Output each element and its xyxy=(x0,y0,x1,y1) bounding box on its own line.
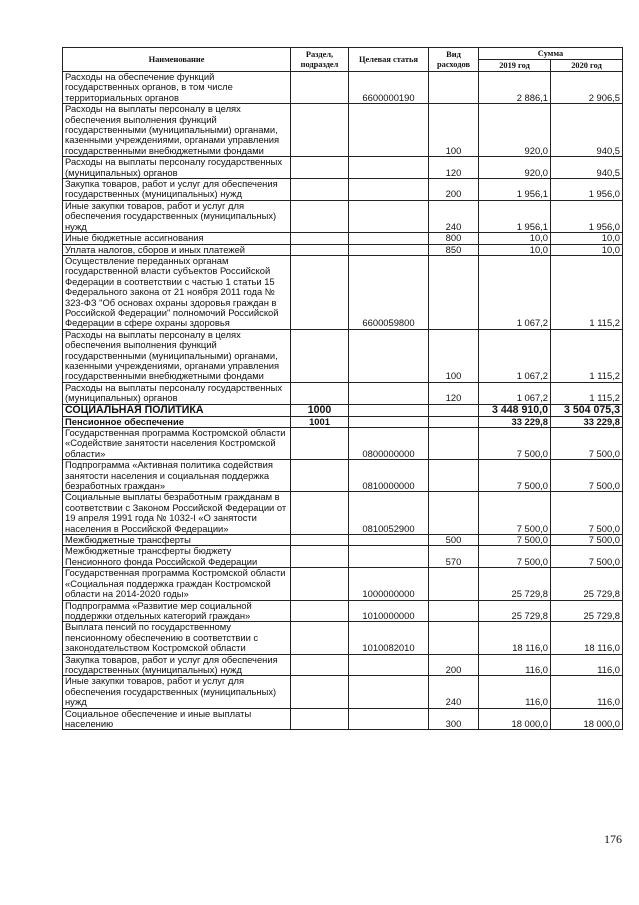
row-section xyxy=(291,460,349,492)
row-type: 570 xyxy=(429,546,479,568)
row-value-2019: 1 067,2 xyxy=(479,329,551,382)
row-type xyxy=(429,568,479,600)
row-value-2019: 920,0 xyxy=(479,157,551,179)
table-row xyxy=(63,233,623,244)
row-value-2020: 7 500,0 xyxy=(551,428,623,460)
row-type: 500 xyxy=(429,535,479,546)
row-type: 100 xyxy=(429,104,479,157)
table-row xyxy=(63,157,623,179)
table-row xyxy=(63,255,623,329)
row-section xyxy=(291,568,349,600)
row-value-2020: 18 000,0 xyxy=(551,708,623,730)
row-value-2019: 10,0 xyxy=(479,233,551,244)
row-name: Расходы на выплаты персоналу государственных (муниципальных) органов xyxy=(63,382,291,404)
row-value-2020: 33 229,8 xyxy=(551,416,623,427)
row-value-2020: 3 504 075,3 xyxy=(551,404,623,416)
row-type xyxy=(429,600,479,622)
row-section xyxy=(291,600,349,622)
row-target: 0810052900 xyxy=(349,492,429,535)
row-name: Выплата пенсий по государственному пенсионному обеспечению в соответствии с законодательством Костромской области xyxy=(63,622,291,654)
row-type: 100 xyxy=(429,329,479,382)
row-section xyxy=(291,492,349,535)
row-type xyxy=(429,460,479,492)
row-name: Межбюджетные трансферты бюджету Пенсионного фонда Российской Федерации xyxy=(63,546,291,568)
row-target xyxy=(349,329,429,382)
budget-table xyxy=(62,47,623,730)
table-row xyxy=(63,244,623,255)
row-name: Государственная программа Костромской области «Содействие занятости населения Костромской области» xyxy=(63,428,291,460)
row-name: Подпрограмма «Развитие мер социальной поддержки отдельных категорий граждан» xyxy=(63,600,291,622)
row-value-2020: 1 956,0 xyxy=(551,200,623,232)
table-row xyxy=(63,654,623,676)
row-section xyxy=(291,104,349,157)
row-value-2019: 7 500,0 xyxy=(479,460,551,492)
row-name: Подпрограмма «Активная политика содействия занятости населения и социальная поддержка безработных граждан» xyxy=(63,460,291,492)
row-value-2019: 10,0 xyxy=(479,244,551,255)
table-row xyxy=(63,600,623,622)
table-row xyxy=(63,416,623,427)
row-target: 1010082010 xyxy=(349,622,429,654)
header-year-2019: 2019 год xyxy=(479,60,551,72)
row-value-2020: 1 115,2 xyxy=(551,329,623,382)
row-name: Закупка товаров, работ и услуг для обеспечения государственных (муниципальных) нужд xyxy=(63,654,291,676)
table-row xyxy=(63,492,623,535)
row-value-2019: 920,0 xyxy=(479,104,551,157)
row-value-2020: 25 729,8 xyxy=(551,568,623,600)
row-section xyxy=(291,654,349,676)
row-section xyxy=(291,157,349,179)
row-name: Иные закупки товаров, работ и услуг для обеспечения государственных (муниципальных) нужд xyxy=(63,676,291,708)
row-target xyxy=(349,416,429,427)
row-section xyxy=(291,676,349,708)
row-value-2019: 7 500,0 xyxy=(479,546,551,568)
row-type: 240 xyxy=(429,200,479,232)
row-value-2019: 116,0 xyxy=(479,676,551,708)
row-target: 1010000000 xyxy=(349,600,429,622)
row-value-2019: 18 000,0 xyxy=(479,708,551,730)
row-value-2020: 18 116,0 xyxy=(551,622,623,654)
row-name: Иные бюджетные ассигнования xyxy=(63,233,291,244)
row-value-2020: 10,0 xyxy=(551,233,623,244)
table-row xyxy=(63,622,623,654)
row-target: 0800000000 xyxy=(349,428,429,460)
row-target xyxy=(349,157,429,179)
row-section xyxy=(291,200,349,232)
row-value-2019: 1 067,2 xyxy=(479,255,551,329)
row-target xyxy=(349,404,429,416)
row-value-2019: 1 067,2 xyxy=(479,382,551,404)
row-type xyxy=(429,428,479,460)
row-name: Расходы на выплаты персоналу в целях обеспечения выполнения функций государственными (муниципальными) органами, казенными учреждениями, органами управления государственными внебюджетными фондами xyxy=(63,104,291,157)
row-type: 120 xyxy=(429,382,479,404)
row-value-2020: 7 500,0 xyxy=(551,535,623,546)
row-type: 850 xyxy=(429,244,479,255)
row-type xyxy=(429,492,479,535)
row-section xyxy=(291,622,349,654)
table-body xyxy=(63,72,623,730)
row-target xyxy=(349,676,429,708)
row-section xyxy=(291,428,349,460)
row-value-2019: 25 729,8 xyxy=(479,600,551,622)
row-type: 800 xyxy=(429,233,479,244)
row-name: Расходы на выплаты персоналу в целях обеспечения выполнения функций государственными (муниципальными) органами, казенными учреждениями, органами управления государственными внебюджетными фондами xyxy=(63,329,291,382)
row-value-2020: 7 500,0 xyxy=(551,546,623,568)
row-value-2019: 1 956,1 xyxy=(479,179,551,201)
row-value-2020: 10,0 xyxy=(551,244,623,255)
row-type: 200 xyxy=(429,179,479,201)
header-name: Наименование xyxy=(63,48,291,72)
table-row xyxy=(63,460,623,492)
row-name: Уплата налогов, сборов и иных платежей xyxy=(63,244,291,255)
row-value-2019: 7 500,0 xyxy=(479,492,551,535)
table-row xyxy=(63,104,623,157)
row-type: 240 xyxy=(429,676,479,708)
table-header xyxy=(63,48,623,72)
row-value-2019: 1 956,1 xyxy=(479,200,551,232)
row-value-2020: 7 500,0 xyxy=(551,460,623,492)
row-value-2020: 116,0 xyxy=(551,654,623,676)
row-name: Закупка товаров, работ и услуг для обеспечения государственных (муниципальных) нужд xyxy=(63,179,291,201)
row-type xyxy=(429,622,479,654)
table-row xyxy=(63,382,623,404)
table-row xyxy=(63,200,623,232)
row-type: 300 xyxy=(429,708,479,730)
row-section: 1000 xyxy=(291,404,349,416)
row-target: 6600059800 xyxy=(349,255,429,329)
row-section xyxy=(291,255,349,329)
row-value-2019: 33 229,8 xyxy=(479,416,551,427)
row-name: Осуществление переданных органам государственной власти субъектов Российской Федерации в соответствии с частью 1 статьи 15 Федерального закона от 21 ноября 2011 года № 323-ФЗ "Об основах охраны здоровья граждан в Российской Федерации" полномочий Российской Федерации в сфере охраны здоровья xyxy=(63,255,291,329)
row-value-2019: 2 886,1 xyxy=(479,72,551,104)
row-target xyxy=(349,179,429,201)
row-type xyxy=(429,72,479,104)
row-value-2020: 1 115,2 xyxy=(551,382,623,404)
row-name: Государственная программа Костромской области «Социальная поддержка граждан Костромской области на 2014-2020 годы» xyxy=(63,568,291,600)
row-section xyxy=(291,72,349,104)
row-value-2019: 3 448 910,0 xyxy=(479,404,551,416)
row-section xyxy=(291,233,349,244)
header-section: Раздел, подраздел xyxy=(291,48,349,72)
row-section xyxy=(291,546,349,568)
row-value-2020: 2 906,5 xyxy=(551,72,623,104)
row-value-2019: 7 500,0 xyxy=(479,535,551,546)
row-type xyxy=(429,404,479,416)
row-section xyxy=(291,535,349,546)
row-value-2020: 940,5 xyxy=(551,104,623,157)
row-target xyxy=(349,535,429,546)
row-section xyxy=(291,179,349,201)
row-target xyxy=(349,708,429,730)
row-target xyxy=(349,654,429,676)
budget-page xyxy=(62,47,622,730)
row-value-2020: 940,5 xyxy=(551,157,623,179)
row-target xyxy=(349,244,429,255)
table-row xyxy=(63,546,623,568)
row-name: Расходы на выплаты персоналу государственных (муниципальных) органов xyxy=(63,157,291,179)
row-name: Межбюджетные трансферты xyxy=(63,535,291,546)
header-target: Целевая статья xyxy=(349,48,429,72)
table-row xyxy=(63,72,623,104)
table-row xyxy=(63,708,623,730)
row-value-2019: 116,0 xyxy=(479,654,551,676)
row-name: Социальные выплаты безработным гражданам в соответствии с Законом Российской Федерации от 19 апреля 1991 года № 1032-I «О занятости населения в Российской Федерации» xyxy=(63,492,291,535)
row-type xyxy=(429,416,479,427)
row-value-2019: 18 116,0 xyxy=(479,622,551,654)
row-target xyxy=(349,104,429,157)
row-target xyxy=(349,382,429,404)
table-row xyxy=(63,568,623,600)
header-year-2020: 2020 год xyxy=(551,60,623,72)
row-section xyxy=(291,329,349,382)
table-row xyxy=(63,428,623,460)
row-name: Расходы на обеспечение функций государственных органов, в том числе территориальных органов xyxy=(63,72,291,104)
row-value-2019: 7 500,0 xyxy=(479,428,551,460)
row-value-2020: 7 500,0 xyxy=(551,492,623,535)
header-type: Вид расходов xyxy=(429,48,479,72)
row-type: 120 xyxy=(429,157,479,179)
row-section xyxy=(291,708,349,730)
table-row xyxy=(63,329,623,382)
table-row xyxy=(63,535,623,546)
row-name: СОЦИАЛЬНАЯ ПОЛИТИКА xyxy=(63,404,291,416)
row-target: 1000000000 xyxy=(349,568,429,600)
table-row xyxy=(63,676,623,708)
row-type: 200 xyxy=(429,654,479,676)
table-row xyxy=(63,179,623,201)
row-target xyxy=(349,546,429,568)
row-target: 6600000190 xyxy=(349,72,429,104)
row-type xyxy=(429,255,479,329)
row-value-2020: 116,0 xyxy=(551,676,623,708)
row-value-2020: 25 729,8 xyxy=(551,600,623,622)
header-sum: Сумма xyxy=(479,48,623,60)
row-section: 1001 xyxy=(291,416,349,427)
row-section xyxy=(291,244,349,255)
row-value-2020: 1 956,0 xyxy=(551,179,623,201)
row-value-2019: 25 729,8 xyxy=(479,568,551,600)
row-target: 0810000000 xyxy=(349,460,429,492)
row-name: Пенсионное обеспечение xyxy=(63,416,291,427)
row-section xyxy=(291,382,349,404)
page-number: 176 xyxy=(604,832,622,846)
row-target xyxy=(349,200,429,232)
row-target xyxy=(349,233,429,244)
row-name: Иные закупки товаров, работ и услуг для обеспечения государственных (муниципальных) нужд xyxy=(63,200,291,232)
row-name: Социальное обеспечение и иные выплаты населению xyxy=(63,708,291,730)
row-value-2020: 1 115,2 xyxy=(551,255,623,329)
table-row xyxy=(63,404,623,416)
